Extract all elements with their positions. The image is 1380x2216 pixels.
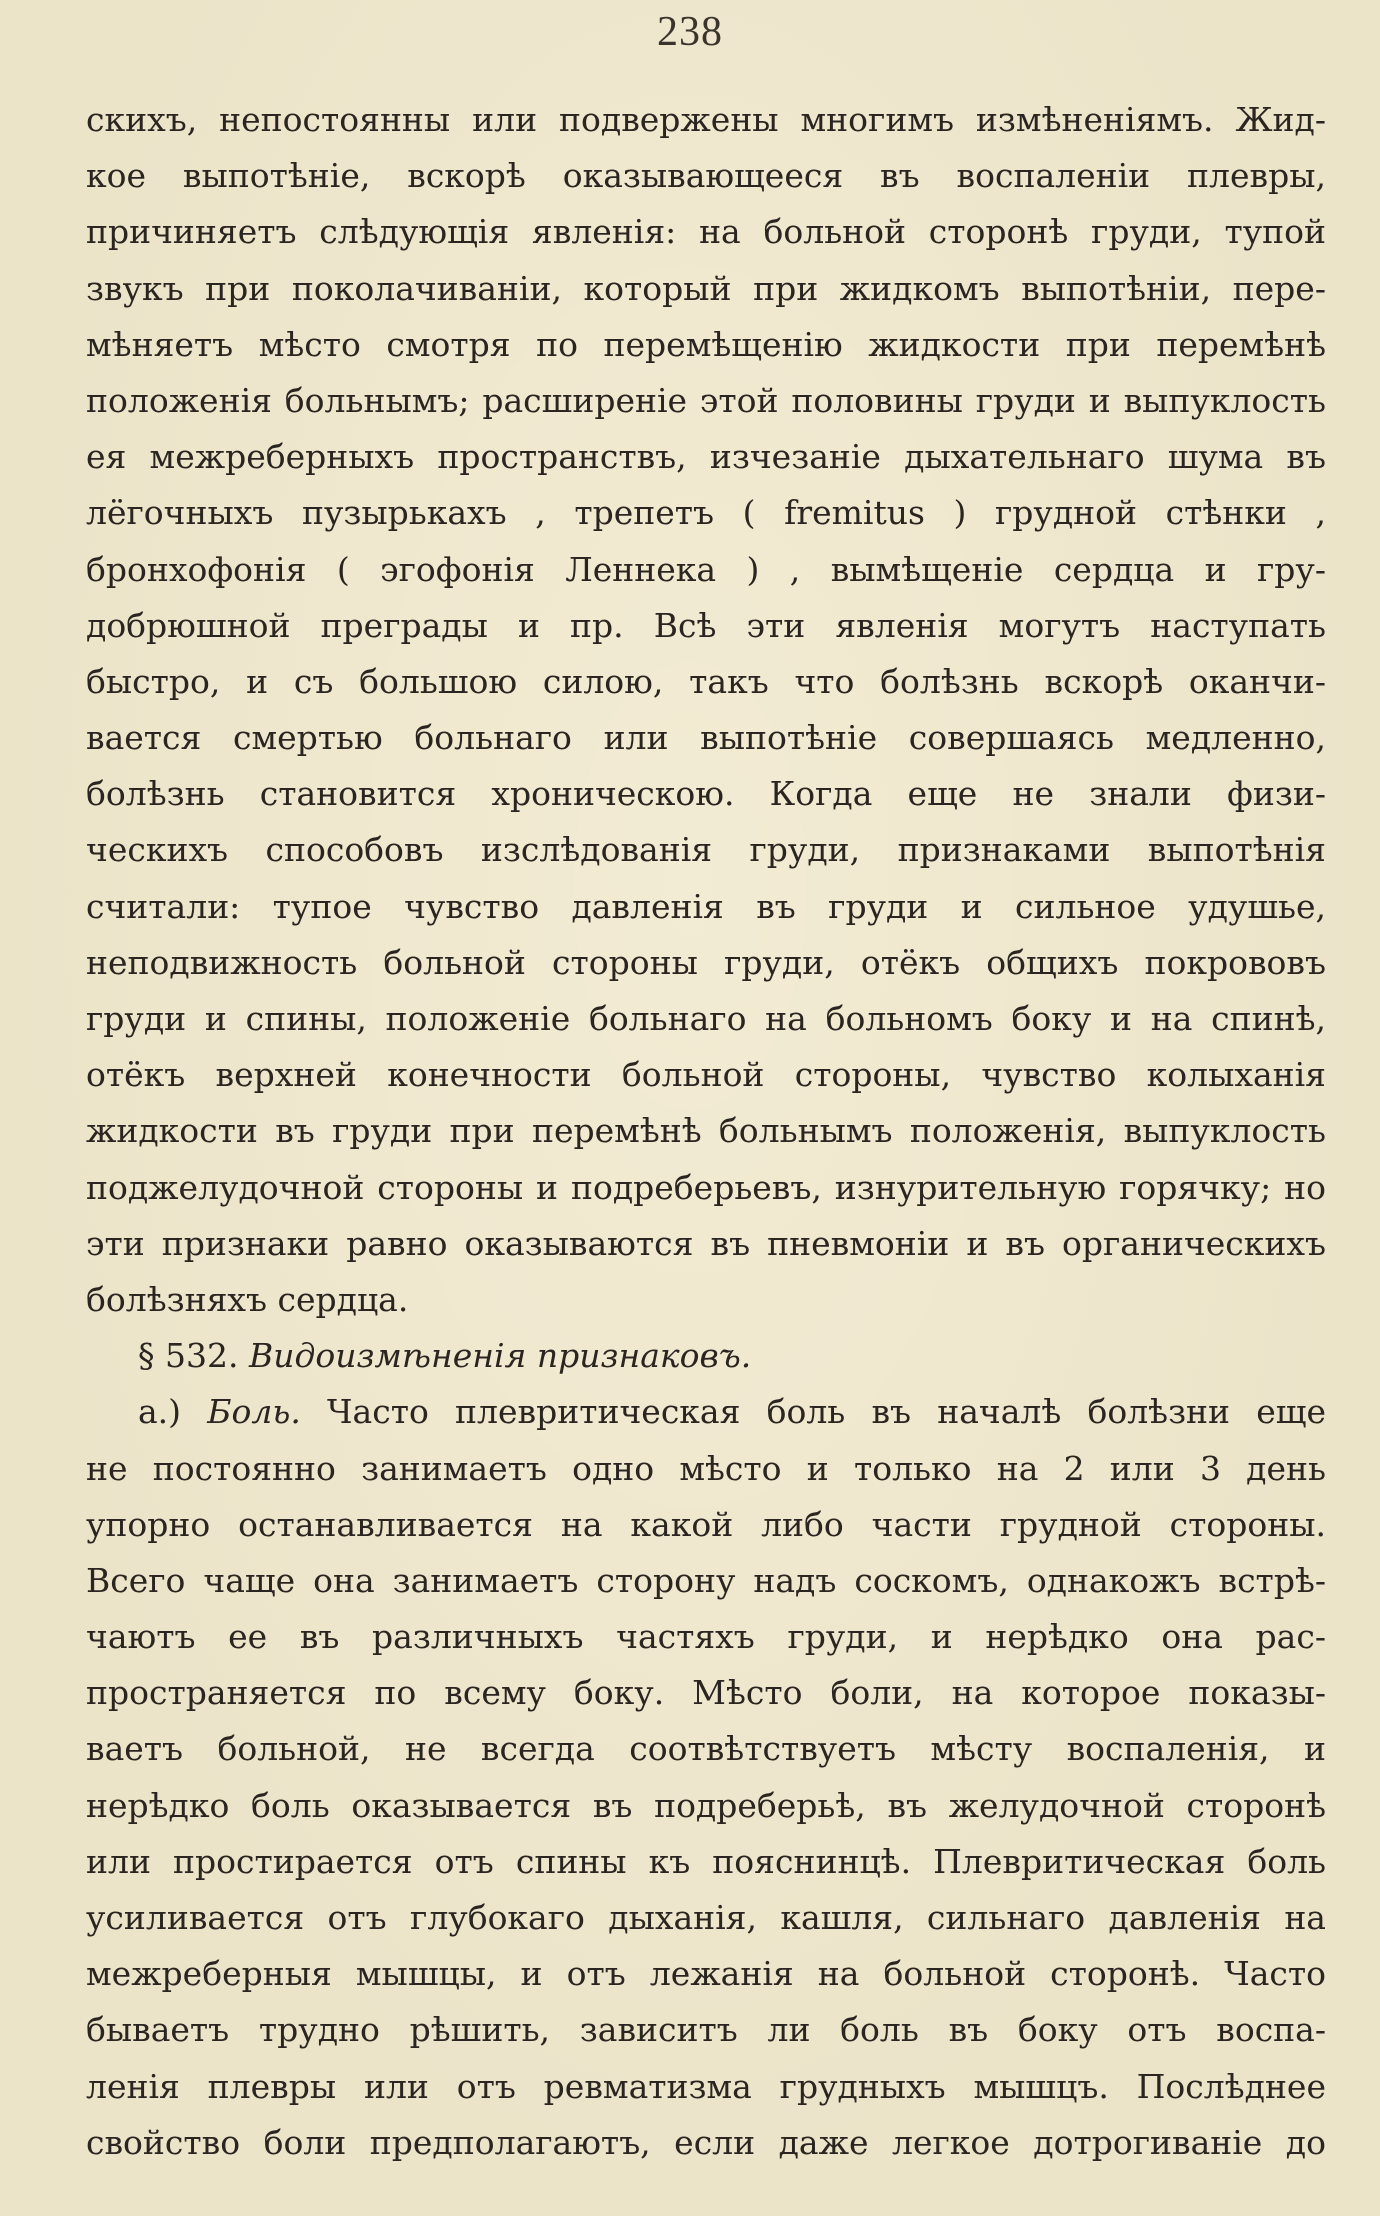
text-line: неподвижность больной стороны груди, отёкъ общихъ покрововъ xyxy=(86,942,1326,982)
text-line: ваетъ больной, не всегда соотвѣтствуетъ мѣсту воспаленія, и xyxy=(86,1729,1326,1769)
list-marker: a.) xyxy=(138,1392,182,1432)
section-number: § 532. xyxy=(138,1336,239,1376)
page-number: 238 xyxy=(657,9,723,55)
text-line: кое выпотѣніе, вскорѣ оказывающееся въ воспаленіи плевры, xyxy=(86,156,1326,196)
text-line: поджелудочной стороны и подреберьевъ, изнурительную горячку; но xyxy=(86,1167,1326,1207)
text-line: Всего чаще она занимаетъ сторону надъ соскомъ, однакожъ встрѣ- xyxy=(86,1560,1326,1600)
text-line: звукъ при поколачиваніи, который при жидкомъ выпотѣніи, пере- xyxy=(86,268,1326,308)
text-line: быстро, и съ большою силою, такъ что болѣзнь вскорѣ оканчи- xyxy=(86,661,1326,701)
text-line: упорно останавливается на какой либо части грудной стороны. xyxy=(86,1504,1326,1544)
text-line: нерѣдко боль оказывается въ подреберьѣ, въ желудочной сторонѣ xyxy=(86,1785,1326,1825)
text-line: положенія больнымъ; расширеніе этой половины груди и выпуклость xyxy=(86,380,1326,420)
page-body xyxy=(86,92,1326,2171)
paragraph-lead: Боль. xyxy=(207,1392,301,1432)
text-line: вается смертью больнаго или выпотѣніе совершаясь медленно, xyxy=(86,718,1326,758)
text-line: болѣзнь становится хроническою. Когда еще не знали физи- xyxy=(86,774,1326,814)
text-line: свойство боли предполагаютъ, если даже легкое дотрогиваніе до xyxy=(86,2122,1326,2162)
text-line: груди и спины, положеніе больнаго на больномъ боку и на спинѣ, xyxy=(86,999,1326,1038)
text-line: пространяется по всему боку. Мѣсто боли, на которое показы- xyxy=(86,1673,1326,1713)
text-line: считали: тупое чувство давленія въ груди и сильное удушье, xyxy=(86,886,1326,926)
text-line: бронхофонія ( эгофонія Леннека ) , вымѣщеніе сердца и гру- xyxy=(86,549,1326,589)
paragraph-first-line xyxy=(86,1384,1326,1440)
section-title: Видоизмѣненія признаковъ. xyxy=(248,1336,752,1376)
paragraph-text: Часто плевритическая боль въ началѣ болѣзни еще xyxy=(327,1392,1326,1432)
text-line: жидкости въ груди при перемѣнѣ больнымъ положенія, выпуклость xyxy=(86,1111,1326,1151)
section-heading xyxy=(86,1328,1326,1384)
text-line: причиняетъ слѣдующія явленія: на больной сторонѣ груди, тупой xyxy=(86,212,1326,252)
text-line: бываетъ трудно рѣшить, зависитъ ли боль въ боку отъ воспа- xyxy=(86,2010,1326,2050)
text-line: чаютъ ее въ различныхъ частяхъ груди, и нерѣдко она рас- xyxy=(86,1617,1326,1657)
text-line: болѣзняхъ сердца. xyxy=(86,1279,409,1319)
text-line: усиливается отъ глубокаго дыханія, кашля, сильнаго давленія на xyxy=(86,1898,1326,1937)
text-line: эти признаки равно оказываются въ пневмоніи и въ органическихъ xyxy=(86,1223,1326,1263)
text-line: ческихъ способовъ изслѣдованія груди, признаками выпотѣнія xyxy=(86,830,1326,870)
text-line: межреберныя мышцы, и отъ лежанія на больной сторонѣ. Часто xyxy=(86,1954,1326,1994)
text-line: добрюшной преграды и пр. Всѣ эти явленія могутъ наступать xyxy=(86,605,1326,645)
text-line: не постоянно занимаетъ одно мѣсто и только на 2 или 3 день xyxy=(86,1448,1326,1488)
text-line: скихъ, непостоянны или подвержены многимъ измѣненіямъ. Жид- xyxy=(86,100,1326,139)
text-line: ленія плевры или отъ ревматизма грудныхъ мышцъ. Послѣднее xyxy=(86,2066,1326,2106)
text-line: мѣняетъ мѣсто смотря по перемѣщенію жидкости при перемѣнѣ xyxy=(86,324,1326,364)
text-line: или простирается отъ спины къ пояснинцѣ. Плевритическая боль xyxy=(86,1841,1326,1881)
text-line: лёгочныхъ пузырькахъ , трепетъ ( fremitus ) грудной стѣнки , xyxy=(86,493,1326,533)
text-line: ея межреберныхъ пространствъ, изчезаніе дыхательнаго шума въ xyxy=(86,437,1326,477)
text-line: отёкъ верхней конечности больной стороны, чувство колыханія xyxy=(86,1055,1326,1095)
